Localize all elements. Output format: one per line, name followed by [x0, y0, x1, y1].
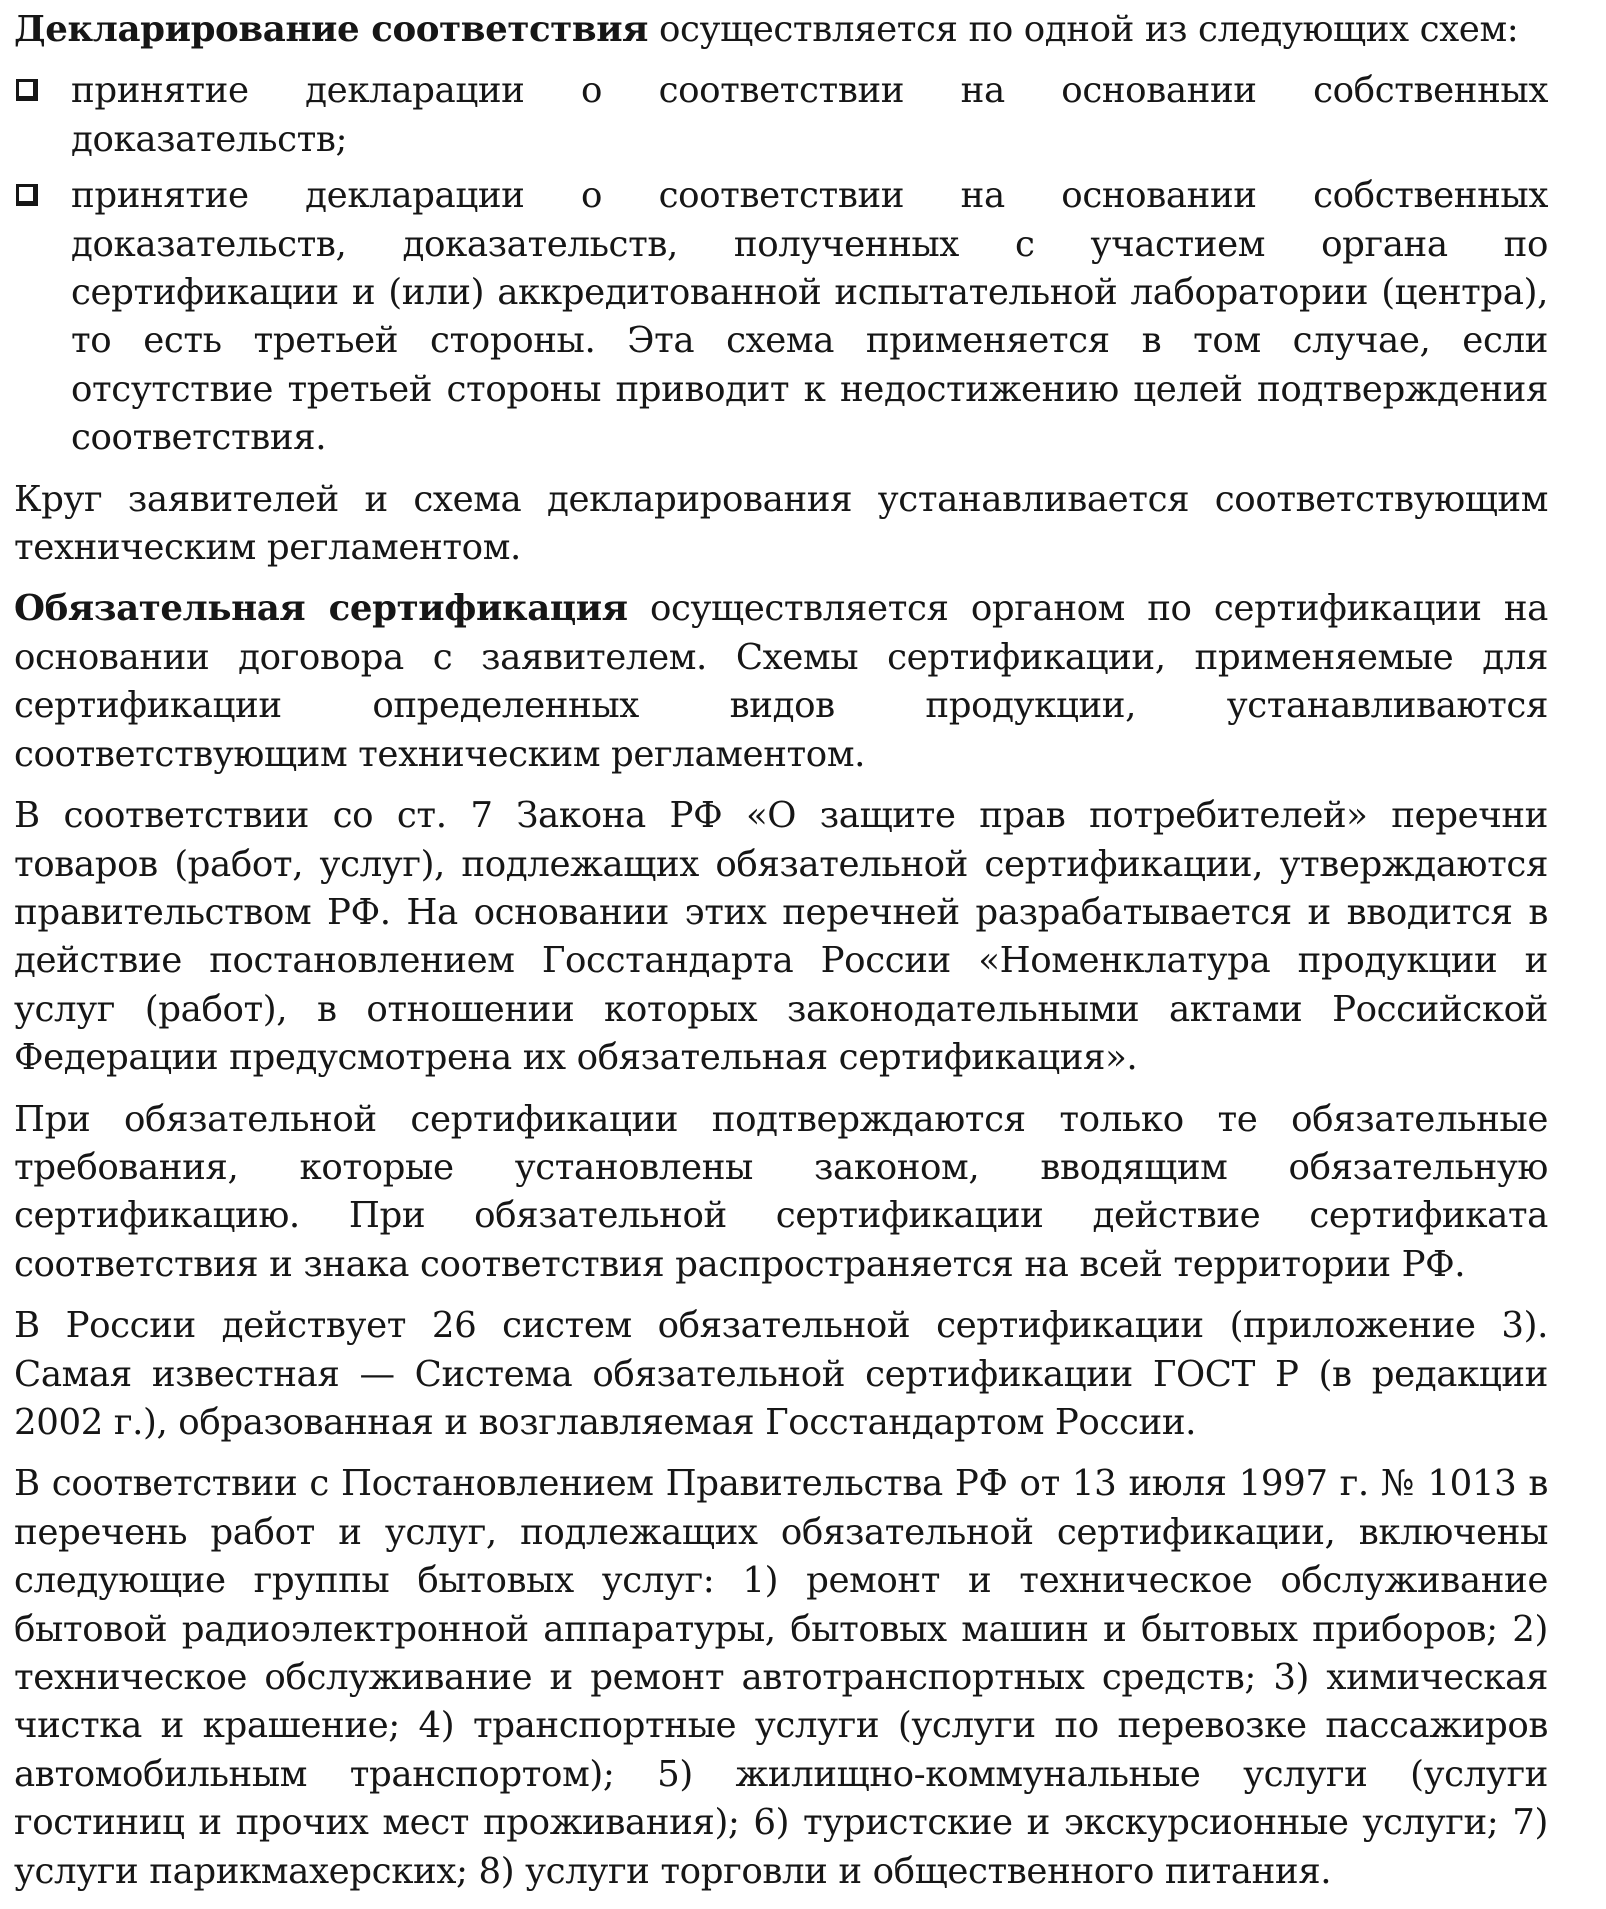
- applicants-paragraph: Круг заявителей и схема декларирования устанавливается соответствующим техническим регламентом.: [14, 478, 1548, 569]
- scheme-text: принятие декларации о соответствии на основании собственных доказательств;: [71, 70, 1548, 160]
- checkbox-bullet-icon: [16, 184, 38, 206]
- mandatory-term: Обязательная сертификация: [14, 588, 628, 630]
- list-item: [14, 67, 1548, 164]
- services-paragraph: В соответствии с Постановлением Правительства РФ от 13 июля 1997 г. № 1013 в перечень работ и услуг, подлежащих обязательной сертификации, включены следующие группы бытовых услуг: 1) ремонт и техническое обслуживание бытовой радиоэлектронной аппаратуры, бытовых машин и бытовых приборов; 2) техническое обслуживание и ремонт автотранспортных средств; 3) химическая чистка и крашение; 4) транспортные услуги (услуги по перевозке пассажиров автомобильным транспортом); 5) жилищно-коммунальные услуги (услуги гостиниц и прочих мест проживания); 6) туристские и экскурсионные услуги; 7) услуги парикмахерских; 8) услуги торговли и общественного питания.: [14, 1463, 1548, 1892]
- mandatory-text: осуществляется органом по сертификации на основании договора с заявителем. Схемы сертификации, применяемые для сертификации определенных видов продукции, устанавливаются соответствующим техническим регламентом.: [14, 588, 1548, 775]
- document-page: [14, 6, 1548, 1909]
- scheme-text: принятие декларации о соответствии на основании собственных доказательств, доказательств, полученных с участием органа по сертификации и (или) аккредитованной испытательной лаборатории (центра), то есть третьей стороны. Эта схема применяется в том случае, если отсутствие третьей стороны приводит к недостижению целей подтверждения соответствия.: [71, 175, 1548, 459]
- law-paragraph: В соответствии со ст. 7 Закона РФ «О защите прав потребителей» перечни товаров (работ, услуг), подлежащих обязательной сертификации, утверждаются правительством РФ. На основании этих перечней разрабатывается и вводится в действие постановлением Госстандарта России «Номенклатура продукции и услуг (работ), в отношении которых законодательными актами Российской Федерации предусмотрена их обязательная сертификация».: [14, 795, 1548, 1079]
- intro-text: осуществляется по одной из следующих схем:: [648, 9, 1519, 50]
- requirements-paragraph: При обязательной сертификации подтверждаются только те обязательные требования, которые установлены законом, вводящим обязательную сертификацию. При обязательной сертификации действие сертификата соответствия и знака соответствия распространяется на всей территории РФ.: [14, 1098, 1548, 1285]
- systems-paragraph: В России действует 26 систем обязательной сертификации (приложение 3). Самая известная — Система обязательной сертификации ГОСТ Р (в редакции 2002 г.), образованная и возглавляемая Госстандартом России.: [14, 1305, 1548, 1443]
- intro-term: Декларирование соответствия: [14, 9, 649, 50]
- checkbox-bullet-icon: [16, 79, 38, 101]
- schemes-list: [14, 67, 1548, 462]
- intro-paragraph: [14, 6, 1548, 54]
- mandatory-certification-paragraph: [14, 585, 1548, 779]
- list-item: [14, 172, 1548, 462]
